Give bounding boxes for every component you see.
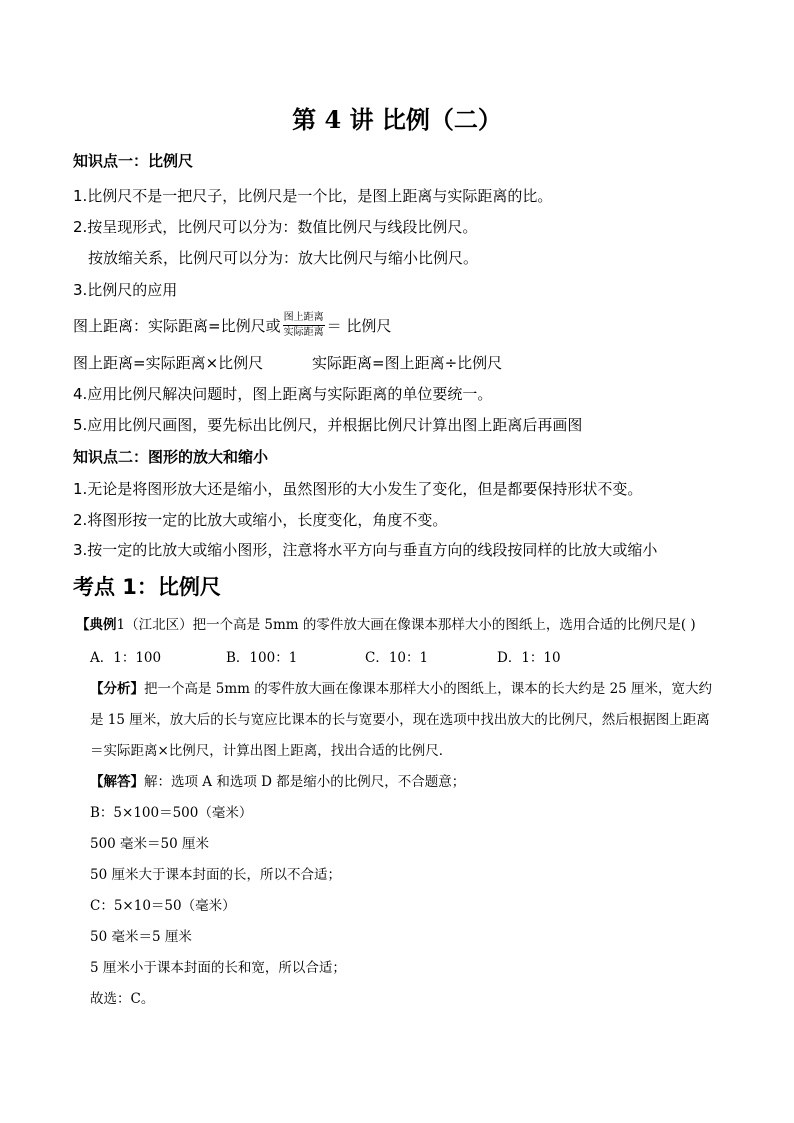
answer-line: C：5×10＝50（毫米）: [90, 898, 236, 914]
answer-line: 5 厘米小于课本封面的长和宽，所以合适；: [90, 960, 346, 976]
fraction-denominator: 实际距离: [283, 326, 324, 338]
answer-line: 故选：C。: [90, 991, 155, 1007]
knowledge-item: 1.无论是将图形放大还是缩小，虽然图形的大小发生了变化，但是都要保持形状不变。: [73, 480, 643, 498]
example-tag: 【典例: [76, 617, 117, 633]
analysis-line: 是 15 厘米，放大后的长与宽应比课本的长与宽要小，现在选项中找出放大的比例尺，然后根据图上距离: [90, 712, 710, 728]
analysis-text: 把一个高是 5mm 的零件放大画在像课本那样大小的图纸上，课本的长大约是 25 厘米，宽大约: [144, 681, 713, 697]
section-heading-2: 知识点二：图形的放大和缩小: [73, 448, 269, 466]
page-title: 第 4 讲 比例（二）: [292, 105, 502, 134]
answer-text: 解：选项 A 和选项 D 都是缩小的比例尺，不合题意；: [144, 774, 466, 790]
knowledge-item: 5.应用比例尺画图，要先标出比例尺，并根据比例尺计算出图上距离后再画图: [73, 416, 583, 434]
scale-formula: [73, 307, 391, 343]
answer-line: B：5×100＝500（毫米）: [90, 805, 253, 821]
option-a: A．1：100: [90, 650, 162, 666]
option-b: B．100：1: [226, 650, 298, 666]
formula-prefix: 图上距离：实际距离=比例尺或: [73, 316, 281, 335]
knowledge-item: 2.按呈现形式，比例尺可以分为：数值比例尺与线段比例尺。: [73, 218, 478, 236]
analysis-line: [90, 677, 712, 697]
answer-tag: 【解答】: [90, 774, 144, 790]
knowledge-item: 4.应用比例尺解决问题时，图上距离与实际距离的单位要统一。: [73, 385, 493, 403]
section-heading-1: 知识点一：比例尺: [73, 152, 194, 170]
knowledge-item: 2.将图形按一定的比放大或缩小，长度变化，角度不变。: [73, 511, 448, 529]
answer-line: [90, 770, 465, 790]
answer-line: 50 毫米＝5 厘米: [90, 929, 192, 945]
kaodian-heading: 考点 1：比例尺: [73, 575, 221, 599]
analysis-line: ＝实际距离×比例尺，计算出图上距离，找出合适的比例尺．: [90, 743, 453, 759]
option-c: C．10：1: [365, 650, 429, 666]
knowledge-item: 按放缩关系，比例尺可以分为：放大比例尺与缩小比例尺。: [88, 249, 479, 267]
option-d: D．1：10: [497, 650, 561, 666]
analysis-tag: 【分析】: [90, 681, 144, 697]
example-question: [76, 613, 696, 633]
fraction-numerator: 图上距离: [283, 312, 325, 326]
formula-map-distance: 图上距离=实际距离×比例尺: [73, 354, 264, 372]
formula-fraction: [283, 312, 325, 339]
knowledge-item: 3.按一定的比放大或缩小图形，注意将水平方向与垂直方向的线段按同样的比放大或缩小: [73, 541, 658, 559]
knowledge-item: 3.比例尺的应用: [73, 281, 178, 299]
knowledge-item: 1.比例尺不是一把尺子，比例尺是一个比，是图上距离与实际距离的比。: [73, 187, 553, 205]
answer-line: 50 厘米大于课本封面的长，所以不合适；: [90, 867, 341, 883]
answer-line: 500 毫米＝50 厘米: [90, 836, 210, 852]
example-text: 1（江北区）把一个高是 5mm 的零件放大画在像课本那样大小的图纸上，选用合适的比例尺是( ): [116, 617, 696, 633]
formula-actual-distance: 实际距离=图上距离÷比例尺: [312, 354, 503, 372]
formula-suffix: ＝ 比例尺: [326, 316, 392, 335]
